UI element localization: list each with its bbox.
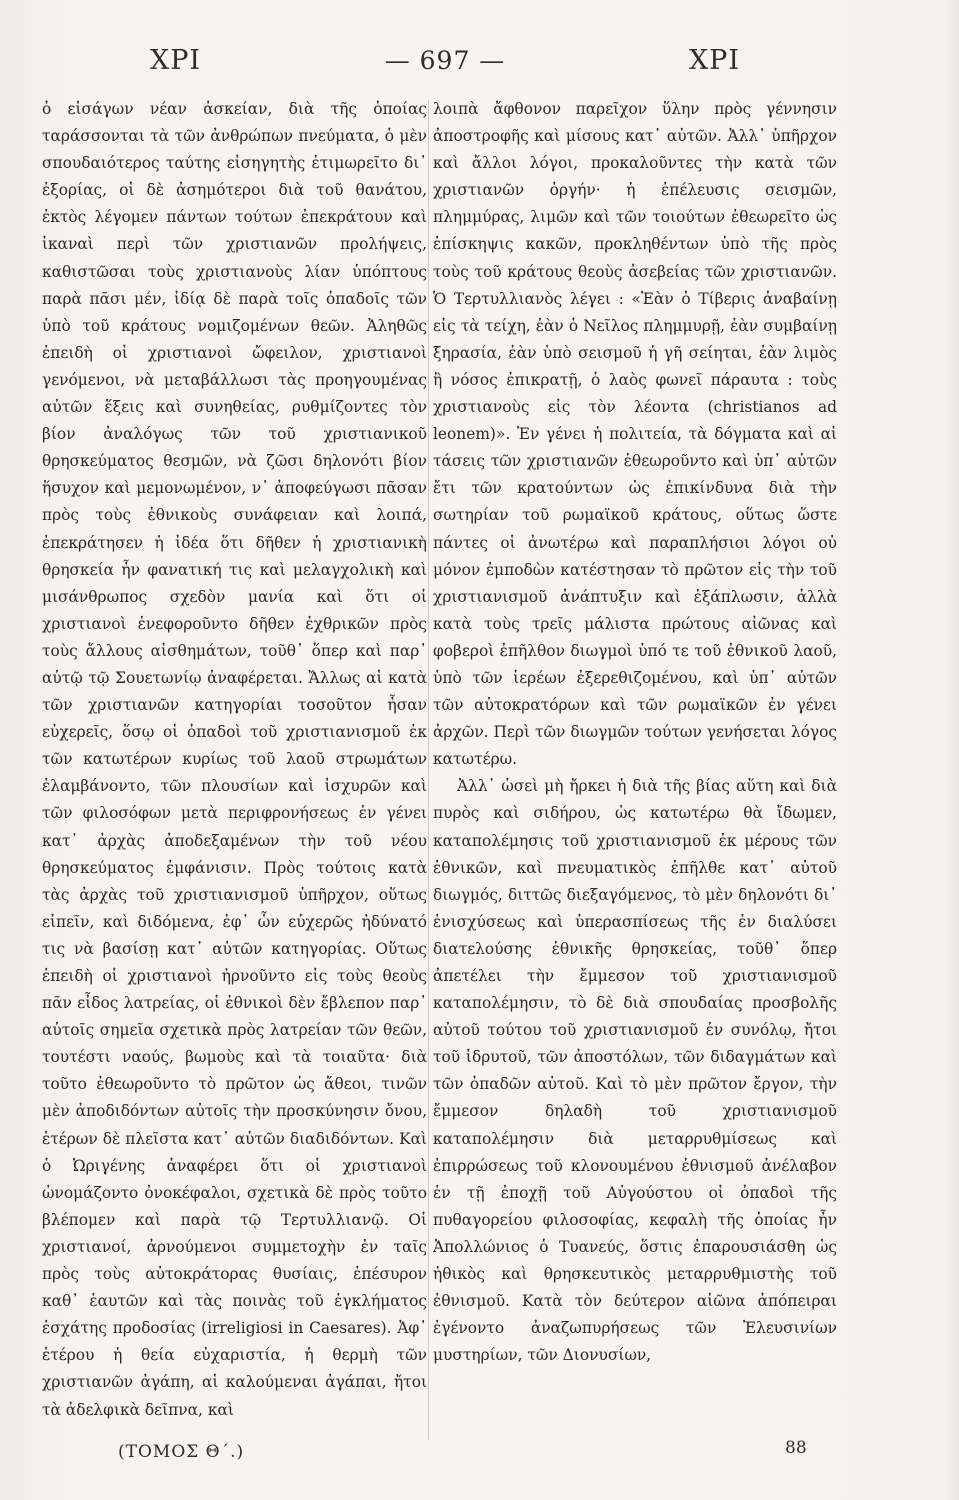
volume-marker: (ΤΟΜΟΣ Θ΄.) bbox=[118, 1442, 245, 1462]
right-column bbox=[433, 96, 837, 1369]
header-right-keyword: ΧΡΙ bbox=[688, 44, 740, 76]
left-column bbox=[42, 96, 427, 1424]
left-column-text: ὁ εἰσάγων νέαν ἀσκείαν, διὰ τῆς ὁποίας ταράσσονται τὰ τῶν ἀνθρώπων πνεύματα, ὁ μὲν σπουδαιότερος ταύτης εἰσηγητὴς ἐτιμωρεῖτο δι᾽ ἐξορίας, οἱ δὲ ἀσημότεροι διὰ τοῦ θανάτου, ἐκτὸς λέγομεν πάντων τούτων ἐπεκράτουν καὶ ἱκαναὶ περὶ τῶν χριστιανῶν προλήψεις, καθιστῶσαι τοὺς χριστιανοὺς λίαν ὑπόπτους παρὰ πᾶσι μέν, ἰδίᾳ δὲ παρὰ τοῖς ὀπαδοῖς τῶν ὑπὸ τοῦ κράτους νομιζομένων θεῶν. Ἀληθῶς ἐπειδὴ οἱ χριστιανοὶ ὤφειλον, χριστιανοὶ γενόμενοι, νὰ μεταβάλλωσι τὰς προηγουμένας αὐτῶν ἕξεις καὶ συνηθείας, ρυθμίζοντες τὸν βίον ἀναλόγως τῶν τοῦ χριστιανικοῦ θρησκεύματος θεσμῶν, νὰ ζῶσι δηλονότι βίον ἥσυχον καὶ μεμονωμένον, ν᾽ ἀποφεύγωσι πᾶσαν πρὸς τοὺς ἐθνικοὺς συνάφειαν καὶ λοιπά, ἐπεκράτησεν ἡ ἰδέα ὅτι δῆθεν ἡ χριστιανικὴ θρησκεία ἦν φανατική τις καὶ μελαγχολικὴ καὶ μισάνθρωπος σχεδὸν μανία καὶ ὅτι οἱ χριστιανοὶ ἐνεφοροῦντο δῆθεν ἐχθρικῶν πρὸς τοὺς ἄλλους αἰσθημάτων, τοῦθ᾽ ὅπερ καὶ παρ᾽ αὐτῷ τῷ Σουετωνίῳ ἀναφέρεται. Ἄλλως αἱ κατὰ τῶν χριστιανῶν κατηγορίαι τοσοῦτον ἦσαν εὐχερεῖς, ὅσῳ οἱ ὀπαδοὶ τοῦ χριστιανισμοῦ ἐκ τῶν κατωτέρων κυρίως τοῦ λαοῦ στρωμάτων ἐλαμβάνοντο, τῶν πλουσίων καὶ ἰσχυρῶν καὶ τῶν φιλοσόφων μετὰ περιφρονήσεως ἐν γένει κατ᾽ ἀρχὰς ἀποδεξαμένων τὴν τοῦ νέου θρησκεύματος ἐμφάνισιν. Πρὸς τούτοις κατὰ τὰς ἀρχὰς τοῦ χριστιανισμοῦ ὑπῆρχον, οὕτως εἰπεῖν, καὶ διδόμενα, ἐφ᾽ ὧν εὐχερῶς ἠδύνατό τις νὰ βασίσῃ κατ᾽ αὐτῶν κατηγορίας. Οὕτως ἐπειδὴ οἱ χριστιανοὶ ἠρνοῦντο εἰς τοὺς θεοὺς πᾶν εἶδος λατρείας, οἱ ἐθνικοὶ δὲν ἔβλεπον παρ᾽ αὐτοῖς σημεῖα σχετικὰ πρὸς λατρείαν τῶν θεῶν, τουτέστι ναούς, βωμοὺς καὶ τὰ τοιαῦτα· διὰ τοῦτο ἐθεωροῦντο τὸ πρῶτον ὡς ἄθεοι, τινῶν μὲν ἀποδιδόντων αὐτοῖς τὴν προσκύνησιν ὄνου, ἑτέρων δὲ πλεῖστα κατ᾽ αὐτῶν διαδιδόντων. Καὶ ὁ Ὠριγένης ἀναφέρει ὅτι οἱ χριστιανοὶ ὠνομάζοντο ὀνοκέφαλοι, σχετικὰ δὲ πρὸς τοῦτο βλέπομεν καὶ παρὰ τῷ Τερτυλλιανῷ. Οἱ χριστιανοί, ἀρνούμενοι συμμετοχὴν ἐν ταῖς πρὸς τοὺς αὐτοκράτορας θυσίαις, ἐπέσυρον καθ᾽ ἑαυτῶν καὶ τὰς ποινὰς τοῦ ἐγκλήματος ἐσχάτης προδοσίας (irreligiosi in Caesares). Ἀφ᾽ ἑτέρου ἡ θεία εὐχαριστία, ἡ θερμὴ τῶν χριστιανῶν ἀγάπη, αἱ καλούμεναι ἀγάπαι, ἤτοι τὰ ἀδελφικὰ δεῖπνα, καὶ bbox=[42, 100, 427, 1419]
right-column-paragraph-2: Ἀλλ᾽ ὡσεὶ μὴ ἤρκει ἡ διὰ τῆς βίας αὕτη καὶ διὰ πυρὸς καὶ σιδήρου, ὡς κατωτέρω θὰ ἴδωμεν, καταπολέμησις τοῦ χριστιανισμοῦ ἐκ μέρους τῶν ἐθνικῶν, καὶ πνευματικὸς ἐπῆλθε κατ᾽ αὐτοῦ διωγμός, διττῶς διεξαγόμενος, τὸ μὲν δηλονότι δι᾽ ἐνισχύσεως καὶ ὑπερασπίσεως τῆς ἐν διαλύσει διατελούσης ἐθνικῆς θρησκείας, τοῦθ᾽ ὅπερ ἀπετέλει τὴν ἔμμεσον τοῦ χριστιανισμοῦ καταπολέμησιν, τὸ δὲ διὰ σπουδαίας προσβολῆς αὐτοῦ τούτου τοῦ χριστιανισμοῦ ἐν συνόλῳ, ἤτοι τοῦ ἱδρυτοῦ, τῶν ἀποστόλων, τῶν διδαγμάτων καὶ τῶν ὀπαδῶν αὐτοῦ. Καὶ τὸ μὲν πρῶτον ἔργον, τὴν ἔμμεσον δηλαδὴ τοῦ χριστιανισμοῦ καταπολέμησιν διὰ μεταρρυθμίσεως καὶ ἐπιρρώσεως τοῦ κλονουμένου ἐθνισμοῦ ἀνέλαβον ἐν τῇ ἐποχῇ τοῦ Αὐγούστου οἱ ὀπαδοὶ τῆς πυθαγορείου φιλοσοφίας, κεφαλὴ τῆς ὁποίας ἦν Ἀπολλώνιος ὁ Τυανεύς, ὅστις ἐπαρουσιάσθη ὡς ἠθικὸς καὶ θρησκευτικὸς μεταρρυθμιστὴς τοῦ ἐθνισμοῦ. Κατὰ τὸν δεύτερον αἰῶνα ἀπόπειραι ἐγένοντο ἀναζωπυρήσεως τῶν Ἐλευσινίων μυστηρίων, τῶν Διονυσίων, bbox=[433, 777, 837, 1365]
column-divider bbox=[428, 100, 429, 1440]
running-header bbox=[150, 40, 740, 80]
right-column-paragraph-1: λοιπὰ ἄφθονον παρεῖχον ὕλην πρὸς γέννησιν ἀποστροφῆς καὶ μίσους κατ᾽ αὐτῶν. Ἀλλ᾽ ὑπῆρχον καὶ ἄλλοι λόγοι, προκαλοῦντες τὴν κατὰ τῶν χριστιανῶν ὀργήν· ἡ ἐπέλευσις σεισμῶν, πλημμύρας, λιμῶν καὶ τῶν τοιούτων ἐθεωρεῖτο ὡς ἐπίσκηψις κακῶν, προκληθέντων ὑπὸ τῆς πρὸς τοὺς τοῦ κράτους θεοὺς ἀσεβείας τῶν χριστιανῶν. Ὁ Τερτυλλιανὸς λέγει : «Ἐὰν ὁ Τίβερις ἀναβαίνῃ εἰς τὰ τείχη, ἐὰν ὁ Νεῖλος πλημμυρῇ, ἐὰν συμβαίνῃ ξηρασία, ἐὰν ὑπὸ σεισμοῦ ἡ γῆ σείηται, ἐὰν λιμὸς ἢ νόσος ἐπικρατῇ, ὁ λαὸς φωνεῖ πάραυτα : τοὺς χριστιανοὺς εἰς τὸν λέοντα (christianos ad leonem)». Ἐν γένει ἡ πολιτεία, τὰ δόγματα καὶ αἱ τάσεις τῶν χριστιανῶν ἐθεωροῦντο καὶ ὑπ᾽ αὐτῶν ἔτι τῶν κρατούντων ὡς ἐπικίνδυνα διὰ τὴν σωτηρίαν τοῦ ρωμαϊκοῦ κράτους, οὕτως ὥστε πάντες οἱ ἀνωτέρω καὶ παραπλήσιοι λόγοι οὐ μόνον ἐμποδὼν κατέστησαν τὸ πρῶτον εἰς τὴν τοῦ χριστιανισμοῦ ἀνάπτυξιν καὶ ἐξάπλωσιν, ἀλλὰ κατὰ τοὺς τρεῖς μάλιστα πρώτους αἰῶνας καὶ φοβεροὶ ἐπῆλθον διωγμοὶ ὑπό τε τοῦ ἐθνικοῦ λαοῦ, ὑπὸ τῶν ἱερέων ἐξερεθιζομένου, καὶ ὑπ᾽ αὐτῶν τῶν αὐτοκρατόρων καὶ τῶν ρωμαϊκῶν ἐν γένει ἀρχῶν. Περὶ τῶν διωγμῶν τούτων γενήσεται λόγος κατωτέρω. bbox=[433, 100, 837, 769]
signature-number: 88 bbox=[785, 1438, 807, 1458]
header-left-keyword: ΧΡΙ bbox=[150, 44, 202, 76]
page-number: — 697 — bbox=[384, 45, 506, 75]
scan-edge-shadow bbox=[945, 0, 959, 1500]
